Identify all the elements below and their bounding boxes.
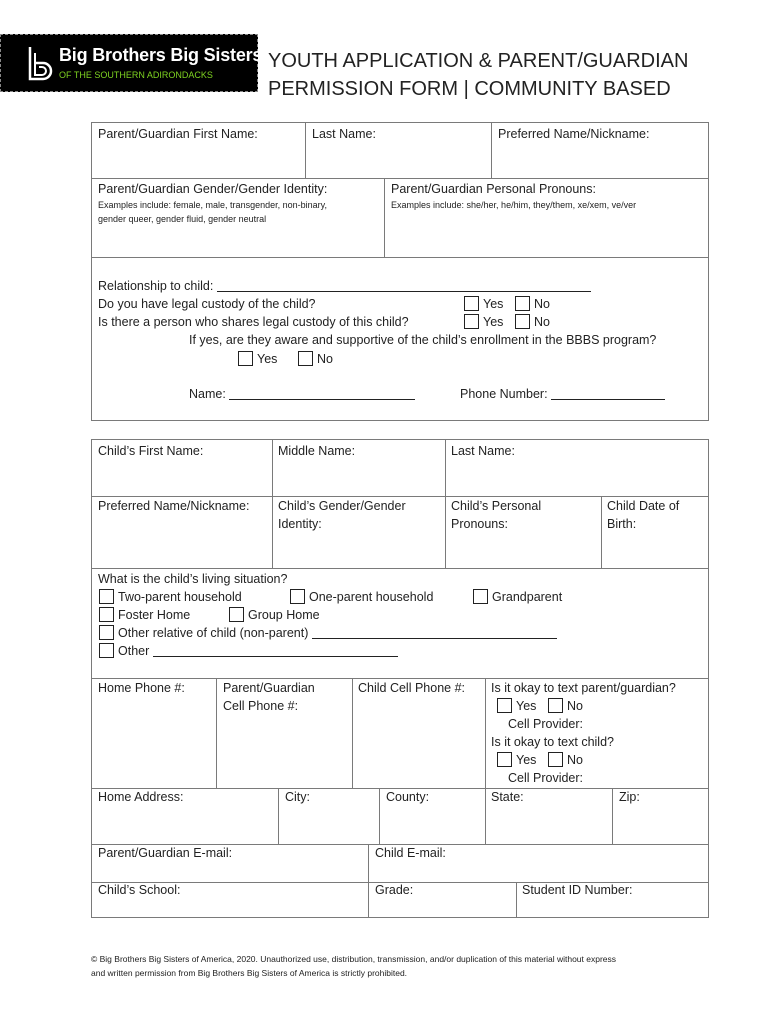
checkbox[interactable] — [548, 698, 563, 713]
grade-label: Grade: — [375, 883, 414, 897]
living-situation-question: What is the child’s living situation? — [98, 572, 288, 586]
child-cell-provider-label: Cell Provider: — [508, 771, 584, 785]
checkbox[interactable] — [497, 698, 512, 713]
text-parent-question: Is it okay to text parent/guardian? — [491, 681, 676, 695]
child-middle-name-label: Middle Name: — [278, 444, 356, 458]
legal-custody-no[interactable]: No — [515, 295, 550, 313]
zip-label: Zip: — [619, 790, 640, 804]
checkbox[interactable] — [515, 296, 530, 311]
checkbox[interactable] — [99, 607, 114, 622]
child-gender-label: Child’s Gender/Gender Identity: — [278, 499, 406, 531]
home-address-label: Home Address: — [98, 790, 184, 804]
logo-subtitle: OF THE SOUTHERN ADIRONDACKS — [59, 70, 213, 80]
form-title: YOUTH APPLICATION & PARENT/GUARDIAN PERMISSION FORM | COMMUNITY BASED — [268, 50, 689, 100]
checkbox[interactable] — [464, 296, 479, 311]
student-id-label: Student ID Number: — [522, 883, 633, 897]
shared-custody-question: Is there a person who shares legal custody of this child? — [98, 315, 409, 329]
child-section — [91, 439, 709, 918]
legal-custody-question: Do you have legal custody of the child? — [98, 297, 316, 311]
parent-gender-label: Parent/Guardian Gender/Gender Identity: — [98, 182, 328, 196]
checkbox[interactable] — [99, 643, 114, 658]
text-parent-yes[interactable]: Yes — [497, 697, 536, 715]
state-label: State: — [491, 790, 524, 804]
shared-custody-yes[interactable]: Yes — [464, 313, 503, 331]
checkbox[interactable] — [99, 589, 114, 604]
parent-cell-provider-label: Cell Provider: — [508, 717, 584, 731]
other-custodian-name-field[interactable]: Name: — [189, 385, 415, 403]
legal-custody-yes[interactable]: Yes — [464, 295, 503, 313]
child-dob-label: Child Date of Birth: — [607, 499, 680, 531]
checkbox[interactable] — [515, 314, 530, 329]
gender-examples: Examples include: female, male, transgender, non-binary, gender queer, gender fluid, gender neutral — [98, 200, 327, 224]
text-child-yes[interactable]: Yes — [497, 751, 536, 769]
other-option[interactable]: Other — [99, 642, 398, 660]
copyright-footer: © Big Brothers Big Sisters of America, 2020. Unauthorized use, distribution, transmission, and/or duplication of this material without express and written permission from Big Brothers Big Sisters of America is strictly prohibited. — [91, 954, 617, 978]
checkbox[interactable] — [238, 351, 253, 366]
parent-preferred-name-label: Preferred Name/Nickname: — [498, 127, 650, 141]
county-label: County: — [386, 790, 430, 804]
child-email-label: Child E-mail: — [375, 846, 446, 860]
aware-no[interactable]: No — [298, 350, 333, 368]
checkbox[interactable] — [464, 314, 479, 329]
pronoun-examples: Examples include: she/her, he/him, they/them, xe/xem, ve/ver — [391, 200, 637, 210]
text-child-no[interactable]: No — [548, 751, 583, 769]
child-cell-phone-label: Child Cell Phone #: — [358, 681, 466, 695]
parent-first-name-label: Parent/Guardian First Name: — [98, 127, 258, 141]
checkbox[interactable] — [548, 752, 563, 767]
text-child-question: Is it okay to text child? — [491, 735, 614, 749]
bbbs-logo-icon — [27, 45, 53, 83]
pg-email-label: Parent/Guardian E-mail: — [98, 846, 233, 860]
checkbox[interactable] — [497, 752, 512, 767]
logo — [0, 34, 265, 92]
shared-custody-no[interactable]: No — [515, 313, 550, 331]
checkbox[interactable] — [473, 589, 488, 604]
other-relative-option[interactable]: Other relative of child (non-parent) — [99, 624, 557, 642]
aware-yes[interactable]: Yes — [238, 350, 277, 368]
school-label: Child’s School: — [98, 883, 181, 897]
child-last-name-label: Last Name: — [451, 444, 515, 458]
one-parent-option[interactable]: One-parent household — [290, 588, 433, 606]
two-parent-option[interactable]: Two-parent household — [99, 588, 242, 606]
parent-pronouns-label: Parent/Guardian Personal Pronouns: — [391, 182, 596, 196]
text-parent-no[interactable]: No — [548, 697, 583, 715]
checkbox[interactable] — [99, 625, 114, 640]
city-label: City: — [285, 790, 310, 804]
home-phone-label: Home Phone #: — [98, 681, 185, 695]
other-custodian-phone-field[interactable]: Phone Number: — [460, 385, 665, 403]
aware-question: If yes, are they aware and supportive of the child’s enrollment in the BBBS program? — [189, 333, 657, 347]
child-preferred-name-label: Preferred Name/Nickname: — [98, 499, 250, 513]
checkbox[interactable] — [298, 351, 313, 366]
grandparent-option[interactable]: Grandparent — [473, 588, 562, 606]
checkbox[interactable] — [290, 589, 305, 604]
logo-name: Big Brothers Big Sisters. — [59, 45, 265, 65]
child-pronouns-label: Child’s Personal Pronouns: — [451, 499, 542, 531]
child-first-name-label: Child’s First Name: — [98, 444, 204, 458]
parent-last-name-label: Last Name: — [312, 127, 376, 141]
foster-home-option[interactable]: Foster Home — [99, 606, 190, 624]
checkbox[interactable] — [229, 607, 244, 622]
group-home-option[interactable]: Group Home — [229, 606, 320, 624]
parent-section — [91, 122, 709, 421]
pg-cell-phone-label: Parent/Guardian Cell Phone #: — [223, 681, 315, 713]
relationship-field[interactable]: Relationship to child: — [98, 277, 591, 295]
